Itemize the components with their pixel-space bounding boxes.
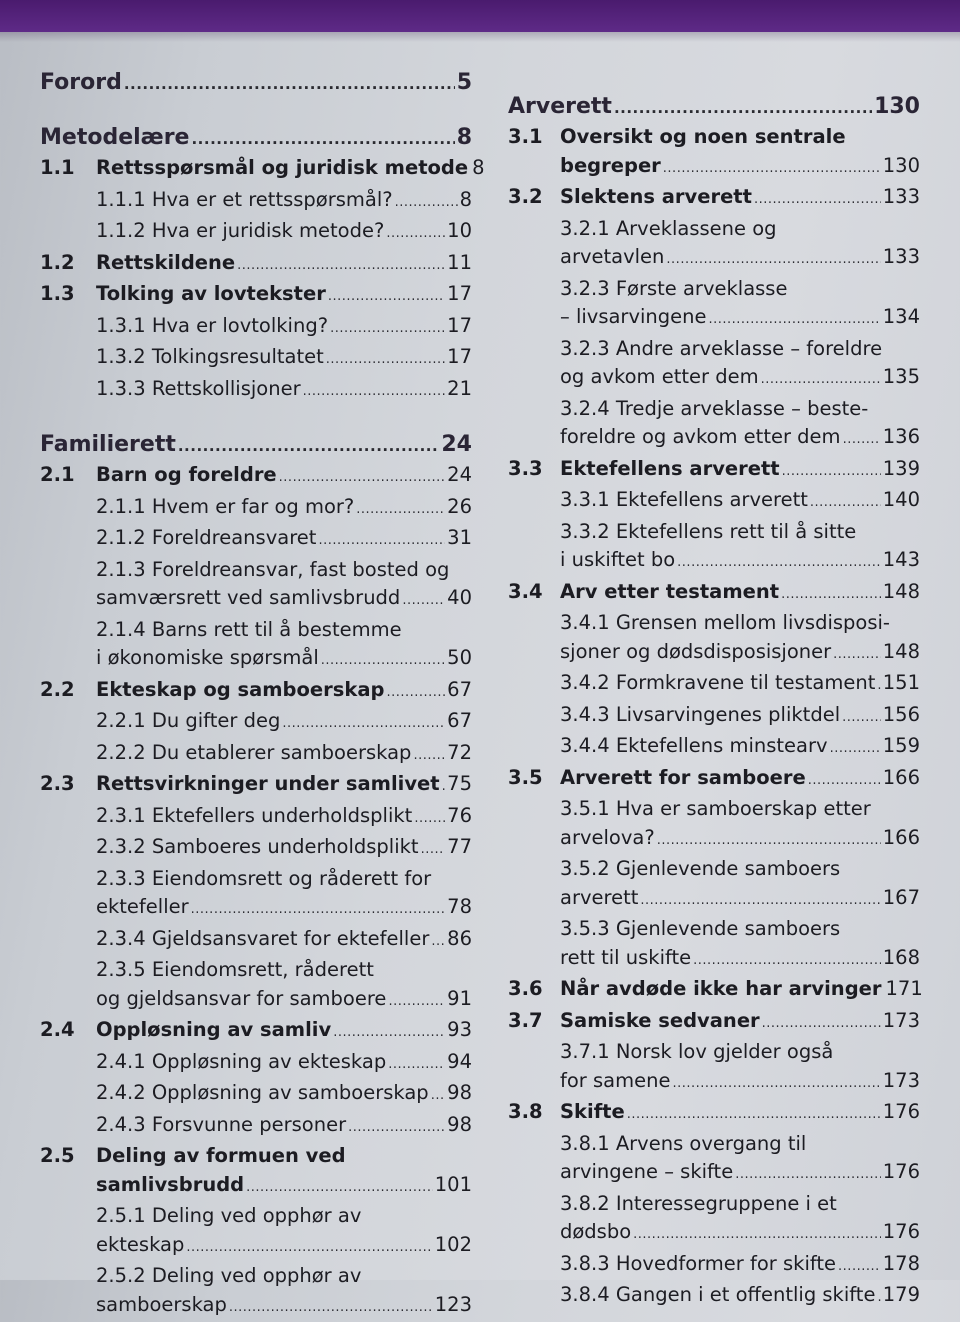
- dot-leader: [356, 496, 445, 525]
- toc-sub-3-4-2[interactable]: [508, 669, 920, 701]
- dot-leader: [124, 69, 455, 99]
- entry-title: 3.3.1 Ektefellens arverett: [560, 486, 808, 515]
- section-number: 3.3: [508, 455, 560, 484]
- entry-title: foreldre og avkom etter dem: [560, 423, 841, 452]
- entry-title: 1.3.2 Tolkingsresultatet: [96, 343, 324, 372]
- toc-section-3-7[interactable]: [508, 1007, 920, 1039]
- entry-page: 136: [883, 423, 920, 452]
- entry-page: 76: [447, 802, 472, 831]
- entry-page: 78: [447, 893, 472, 922]
- entry-page: 168: [883, 944, 920, 973]
- dot-leader: [414, 805, 445, 834]
- entry-page: 139: [883, 455, 920, 484]
- toc-sub-3-8-4[interactable]: [508, 1281, 920, 1313]
- toc-sub-2-4-3[interactable]: [40, 1111, 472, 1143]
- toc-sub-3-2-1[interactable]: [508, 243, 920, 275]
- entry-title: 1.1.1 Hva er et rettsspørsmål?: [96, 186, 393, 215]
- entry-title: Når avdøde ikke har arvinger: [560, 975, 882, 1004]
- dot-leader: [318, 527, 445, 556]
- toc-section-3-6[interactable]: [508, 975, 920, 1007]
- entry-title: 2.1.1 Hvem er far og mor?: [96, 493, 354, 522]
- toc-sub-3-8-2[interactable]: [508, 1218, 920, 1250]
- toc-sub-3-5-1[interactable]: [508, 824, 920, 856]
- toc-part-arverett[interactable]: [508, 92, 920, 123]
- dot-leader: [735, 1161, 881, 1190]
- dot-leader: [330, 315, 445, 344]
- entry-page: 123: [435, 1291, 472, 1320]
- entry-title: samlivsbrudd: [96, 1171, 244, 1200]
- entry-page: 8: [460, 186, 472, 215]
- entry-title: 2.4.2 Oppløsning av samboerskap: [96, 1079, 429, 1108]
- entry-title: 2.4.1 Oppløsning av ekteskap: [96, 1048, 386, 1077]
- purple-header-band: [0, 0, 960, 32]
- entry-page: 21: [447, 375, 472, 404]
- entry-title: arvelova?: [560, 824, 655, 853]
- toc-section-2-5[interactable]: [40, 1171, 472, 1203]
- entry-title: Ektefellens arverett: [560, 455, 780, 484]
- toc-sub-2-3-5-line1: 2.3.5 Eiendomsrett, råderett: [40, 956, 472, 985]
- toc-section-3-8[interactable]: [508, 1098, 920, 1130]
- dot-leader: [191, 124, 454, 154]
- toc-sub-3-2-3[interactable]: [508, 303, 920, 335]
- toc-right-column: [508, 86, 920, 1313]
- dot-leader: [303, 378, 446, 407]
- entry-page: 5: [457, 68, 472, 98]
- toc-section-3-1[interactable]: [508, 152, 920, 184]
- entry-title: 2.4.3 Forsvunne personer: [96, 1111, 346, 1140]
- toc-sub-2-4-1[interactable]: [40, 1048, 472, 1080]
- dot-leader: [348, 1114, 445, 1143]
- entry-title: Barn og foreldre: [96, 461, 277, 490]
- dot-leader: [877, 1284, 880, 1313]
- toc-sub-3-5-3[interactable]: [508, 944, 920, 976]
- toc-sub-3-5-2[interactable]: [508, 884, 920, 916]
- toc-sub-2-3-3[interactable]: [40, 893, 472, 925]
- toc-section-1-3[interactable]: [40, 280, 472, 312]
- entry-page: 130: [874, 92, 920, 122]
- toc-left-column: [40, 62, 472, 1322]
- entry-title: dødsbo: [560, 1218, 631, 1247]
- dot-leader: [614, 93, 872, 123]
- dot-leader: [762, 1010, 881, 1039]
- toc-sub-3-7-1[interactable]: [508, 1067, 920, 1099]
- entry-title: Arverett for samboere: [560, 764, 806, 793]
- entry-page: 91: [447, 985, 472, 1014]
- toc-sub-2-1-4-line1: 2.1.4 Barns rett til å bestemme: [40, 616, 472, 645]
- toc-section-3-5[interactable]: [508, 764, 920, 796]
- entry-page: 133: [883, 243, 920, 272]
- entry-page: 24: [441, 430, 472, 460]
- dot-leader: [633, 1221, 881, 1250]
- entry-page: 67: [447, 676, 472, 705]
- toc-sub-3-7-1-line1: 3.7.1 Norsk lov gjelder også: [508, 1038, 920, 1067]
- toc-sub-2-5-2[interactable]: [40, 1291, 472, 1322]
- entry-title: 2.1.2 Foreldreansvaret: [96, 524, 316, 553]
- toc-section-2-5-line1[interactable]: [40, 1142, 472, 1171]
- dot-leader: [693, 947, 881, 976]
- entry-title: 3.4.2 Formkravene til testament: [560, 669, 875, 698]
- dot-leader: [640, 887, 880, 916]
- entry-page: 148: [883, 578, 920, 607]
- entry-title: ekteskap: [96, 1231, 184, 1260]
- toc-sub-3-2-4-line1: 3.2.4 Tredje arveklasse – beste-: [508, 395, 920, 424]
- toc-sub-3-4-3[interactable]: [508, 701, 920, 733]
- entry-page: 10: [447, 217, 472, 246]
- toc-sub-1-3-1[interactable]: [40, 312, 472, 344]
- entry-page: 77: [447, 833, 472, 862]
- entry-title: 3.4.3 Livsarvingenes pliktdel: [560, 701, 840, 730]
- entry-title: 1.1.2 Hva er juridisk metode?: [96, 217, 384, 246]
- dot-leader: [838, 1253, 881, 1282]
- entry-title: Ekteskap og samboerskap: [96, 676, 384, 705]
- section-number: 2.1: [40, 461, 96, 490]
- entry-title: samboerskap: [96, 1291, 227, 1320]
- toc-sub-2-5-2-line1: 2.5.2 Deling ved opphør av: [40, 1262, 472, 1291]
- entry-title: arverett: [560, 884, 638, 913]
- toc-sub-3-4-4[interactable]: [508, 732, 920, 764]
- toc-sub-1-3-3[interactable]: [40, 375, 472, 407]
- entry-title: Oversikt og noen sentrale: [560, 123, 846, 152]
- entry-page: 143: [883, 546, 920, 575]
- dot-leader: [431, 928, 445, 957]
- toc-sub-3-8-3[interactable]: [508, 1250, 920, 1282]
- entry-title: og gjeldsansvar for samboere: [96, 985, 386, 1014]
- toc-sub-3-2-3b[interactable]: [508, 363, 920, 395]
- dot-leader: [386, 220, 445, 249]
- toc-sub-2-3-3-line1: 2.3.3 Eiendomsrett og råderett for: [40, 865, 472, 894]
- dot-leader: [326, 346, 445, 375]
- entry-title: Rettsspørsmål og juridisk metode: [96, 154, 468, 183]
- entry-page: 135: [883, 363, 920, 392]
- entry-title: Rettsvirkninger under samlivet: [96, 770, 440, 799]
- toc-sub-3-5-1-line1: 3.5.1 Hva er samboerskap etter: [508, 795, 920, 824]
- entry-page: 75: [447, 770, 472, 799]
- entry-page: 40: [447, 584, 472, 613]
- toc-sub-2-4-2[interactable]: [40, 1079, 472, 1111]
- entry-title: Metodelære: [40, 123, 189, 153]
- toc-section-2-1[interactable]: [40, 461, 472, 493]
- entry-page: 26: [447, 493, 472, 522]
- section-number: 3.4: [508, 578, 560, 607]
- entry-page: 17: [447, 280, 472, 309]
- entry-page: 151: [883, 669, 920, 698]
- entry-page: 17: [447, 312, 472, 341]
- entry-title: begreper: [560, 152, 661, 181]
- toc-sub-3-5-3-line1: 3.5.3 Gjenlevende samboers: [508, 915, 920, 944]
- entry-title: i uskiftet bo: [560, 546, 675, 575]
- toc-sub-1-1-1[interactable]: [40, 186, 472, 218]
- entry-page: 159: [883, 732, 920, 761]
- dot-leader: [666, 246, 880, 275]
- toc-sub-1-3-2[interactable]: [40, 343, 472, 375]
- section-number: 1.2: [40, 249, 96, 278]
- toc-sub-3-3-1[interactable]: [508, 486, 920, 518]
- entry-page: 166: [883, 764, 920, 793]
- dot-leader: [421, 836, 446, 865]
- entry-title: Tolking av lovtekster: [96, 280, 326, 309]
- entry-title: Rettskildene: [96, 249, 235, 278]
- dot-leader: [431, 1082, 445, 1111]
- dot-leader: [754, 186, 881, 215]
- entry-title: 3.8.3 Hovedformer for skifte: [560, 1250, 836, 1279]
- dot-leader: [782, 458, 881, 487]
- toc-sub-3-3-2[interactable]: [508, 546, 920, 578]
- entry-page: 171: [886, 975, 923, 1004]
- entry-title: 2.3.2 Samboeres underholdsplikt: [96, 833, 419, 862]
- entry-page: 8: [457, 123, 472, 153]
- dot-leader: [877, 672, 880, 701]
- header-shadow: [0, 32, 960, 42]
- section-number: 1.3: [40, 280, 96, 309]
- toc-section-1-2[interactable]: [40, 249, 472, 281]
- entry-title: 3.8.4 Gangen i et offentlig skifte: [560, 1281, 875, 1310]
- dot-leader: [186, 1234, 432, 1263]
- section-number: 3.2: [508, 183, 560, 212]
- dot-leader: [413, 742, 445, 771]
- dot-leader: [321, 647, 445, 676]
- entry-page: 31: [447, 524, 472, 553]
- entry-title: og avkom etter dem: [560, 363, 759, 392]
- toc-sub-3-8-1-line1: 3.8.1 Arvens overgang til: [508, 1130, 920, 1159]
- dot-leader: [386, 679, 445, 708]
- entry-page: 11: [447, 249, 472, 278]
- entry-page: 24: [447, 461, 472, 490]
- entry-title: 3.4.4 Ektefellens minstearv: [560, 732, 828, 761]
- toc-section-2-2[interactable]: [40, 676, 472, 708]
- section-number: 3.8: [508, 1098, 560, 1127]
- toc-section-2-3[interactable]: [40, 770, 472, 802]
- dot-leader: [229, 1294, 433, 1322]
- toc-part-metodelaere[interactable]: [40, 123, 472, 154]
- entry-page: 98: [447, 1079, 472, 1108]
- entry-page: 178: [883, 1250, 920, 1279]
- entry-title: Oppløsning av samliv: [96, 1016, 331, 1045]
- dot-leader: [388, 988, 445, 1017]
- entry-title: Familierett: [40, 430, 176, 460]
- dot-leader: [781, 581, 881, 610]
- entry-page: 50: [447, 644, 472, 673]
- toc-sub-2-1-3[interactable]: [40, 584, 472, 616]
- entry-title: for samene: [560, 1067, 670, 1096]
- dot-leader: [328, 283, 445, 312]
- entry-page: 176: [883, 1098, 920, 1127]
- toc-sub-3-5-2-line1: 3.5.2 Gjenlevende samboers: [508, 855, 920, 884]
- entry-page: 156: [883, 701, 920, 730]
- entry-title: Skifte: [560, 1098, 625, 1127]
- entry-page: 176: [883, 1218, 920, 1247]
- toc-sub-2-1-1[interactable]: [40, 493, 472, 525]
- entry-title: rett til uskifte: [560, 944, 691, 973]
- entry-page: 173: [883, 1067, 920, 1096]
- entry-title: Deling av formuen ved: [96, 1142, 346, 1171]
- toc-sub-2-1-3-line1: 2.1.3 Foreldreansvar, fast bosted og: [40, 556, 472, 585]
- entry-page: 166: [883, 824, 920, 853]
- toc-section-3-2[interactable]: [508, 183, 920, 215]
- dot-leader: [810, 489, 881, 518]
- toc-section-2-4[interactable]: [40, 1016, 472, 1048]
- section-number: 2.3: [40, 770, 96, 799]
- entry-title: 1.3.3 Rettskollisjoner: [96, 375, 301, 404]
- toc-sub-3-4-1[interactable]: [508, 638, 920, 670]
- entry-title: 2.3.1 Ektefellers underholdsplikt: [96, 802, 412, 831]
- entry-title: arvingene – skifte: [560, 1158, 733, 1187]
- dot-leader: [677, 549, 881, 578]
- entry-title: – livsarvingene: [560, 303, 707, 332]
- entry-title: 1.3.1 Hva er lovtolking?: [96, 312, 328, 341]
- dot-leader: [402, 587, 445, 616]
- entry-title: ektefeller: [96, 893, 189, 922]
- toc-sub-3-8-2-line1: 3.8.2 Interessegruppene i et: [508, 1190, 920, 1219]
- dot-leader: [808, 767, 881, 796]
- toc-sub-3-8-1[interactable]: [508, 1158, 920, 1190]
- toc-sub-2-1-2[interactable]: [40, 524, 472, 556]
- entry-title: Arv etter testament: [560, 578, 779, 607]
- entry-title: 2.2.1 Du gifter deg: [96, 707, 280, 736]
- dot-leader: [333, 1019, 445, 1048]
- entry-page: 8: [472, 154, 484, 183]
- toc-sub-3-3-2-line1: 3.3.2 Ektefellens rett til å sitte: [508, 518, 920, 547]
- toc-section-3-4[interactable]: [508, 578, 920, 610]
- dot-leader: [388, 1051, 445, 1080]
- toc-part-familierett[interactable]: [40, 430, 472, 461]
- dot-leader: [178, 431, 440, 461]
- entry-page: 17: [447, 343, 472, 372]
- dot-leader: [663, 155, 881, 184]
- dot-leader: [842, 704, 881, 733]
- entry-page: 134: [883, 303, 920, 332]
- entry-page: 72: [447, 739, 472, 768]
- entry-page: 86: [447, 925, 472, 954]
- section-number: 2.4: [40, 1016, 96, 1045]
- section-number: 3.5: [508, 764, 560, 793]
- entry-page: 130: [883, 152, 920, 181]
- toc-sub-2-5-1-line1: 2.5.1 Deling ved opphør av: [40, 1202, 472, 1231]
- entry-title: Arverett: [508, 92, 612, 122]
- dot-leader: [843, 426, 881, 455]
- toc-sub-2-2-2[interactable]: [40, 739, 472, 771]
- toc-sub-3-2-1-line1: 3.2.1 Arveklassene og: [508, 215, 920, 244]
- entry-page: 102: [435, 1231, 472, 1260]
- dot-leader: [442, 773, 446, 802]
- entry-page: 167: [883, 884, 920, 913]
- entry-page: 98: [447, 1111, 472, 1140]
- dot-leader: [709, 306, 881, 335]
- entry-title: sjoner og dødsdisposisjoner: [560, 638, 831, 667]
- entry-title: Slektens arverett: [560, 183, 752, 212]
- toc-sub-3-2-3b-line1: 3.2.3 Andre arveklasse – foreldre: [508, 335, 920, 364]
- section-number: 3.1: [508, 123, 560, 152]
- toc-sub-2-3-5[interactable]: [40, 985, 472, 1017]
- toc-sub-2-5-1[interactable]: [40, 1231, 472, 1263]
- section-number: 1.1: [40, 154, 96, 183]
- dot-leader: [830, 735, 881, 764]
- entry-title: Forord: [40, 68, 122, 98]
- entry-title: arvetavlen: [560, 243, 664, 272]
- toc-sub-3-2-4[interactable]: [508, 423, 920, 455]
- dot-leader: [395, 189, 458, 218]
- toc-sub-2-3-2[interactable]: [40, 833, 472, 865]
- entry-page: 140: [883, 486, 920, 515]
- section-number: 3.7: [508, 1007, 560, 1036]
- dot-leader: [657, 827, 881, 856]
- dot-leader: [191, 896, 446, 925]
- dot-leader: [237, 252, 445, 281]
- section-number: 2.2: [40, 676, 96, 705]
- entry-page: 133: [883, 183, 920, 212]
- dot-leader: [833, 641, 881, 670]
- toc-sub-1-1-2[interactable]: [40, 217, 472, 249]
- entry-page: 67: [447, 707, 472, 736]
- entry-page: 148: [883, 638, 920, 667]
- entry-title: 2.2.2 Du etablerer samboerskap: [96, 739, 411, 768]
- toc-section-3-1-line1[interactable]: [508, 123, 920, 152]
- entry-page: 179: [883, 1281, 920, 1310]
- toc-sub-2-3-1[interactable]: [40, 802, 472, 834]
- dot-leader: [672, 1070, 880, 1099]
- entry-page: 176: [883, 1158, 920, 1187]
- toc-sub-3-2-3-line1: 3.2.3 Første arveklasse: [508, 275, 920, 304]
- dot-leader: [282, 710, 445, 739]
- section-number: 3.6: [508, 975, 560, 1004]
- entry-title: i økonomiske spørsmål: [96, 644, 319, 673]
- dot-leader: [246, 1174, 433, 1203]
- toc-sub-2-1-4[interactable]: [40, 644, 472, 676]
- entry-title: 2.3.4 Gjeldsansvaret for ektefeller: [96, 925, 429, 954]
- toc-section-3-3[interactable]: [508, 455, 920, 487]
- entry-page: 101: [435, 1171, 472, 1200]
- entry-page: 173: [883, 1007, 920, 1036]
- toc-sub-2-3-4[interactable]: [40, 925, 472, 957]
- entry-page: 93: [447, 1016, 472, 1045]
- section-number: 2.5: [40, 1142, 96, 1171]
- dot-leader: [761, 366, 881, 395]
- toc-sub-2-2-1[interactable]: [40, 707, 472, 739]
- dot-leader: [627, 1101, 881, 1130]
- toc-part-forord[interactable]: [40, 68, 472, 99]
- toc-sub-3-4-1-line1: 3.4.1 Grensen mellom livsdisposi-: [508, 609, 920, 638]
- entry-title: samværsrett ved samlivsbrudd: [96, 584, 400, 613]
- toc-section-1-1[interactable]: [40, 154, 472, 186]
- entry-title: Samiske sedvaner: [560, 1007, 760, 1036]
- dot-leader: [279, 464, 446, 493]
- entry-page: 94: [447, 1048, 472, 1077]
